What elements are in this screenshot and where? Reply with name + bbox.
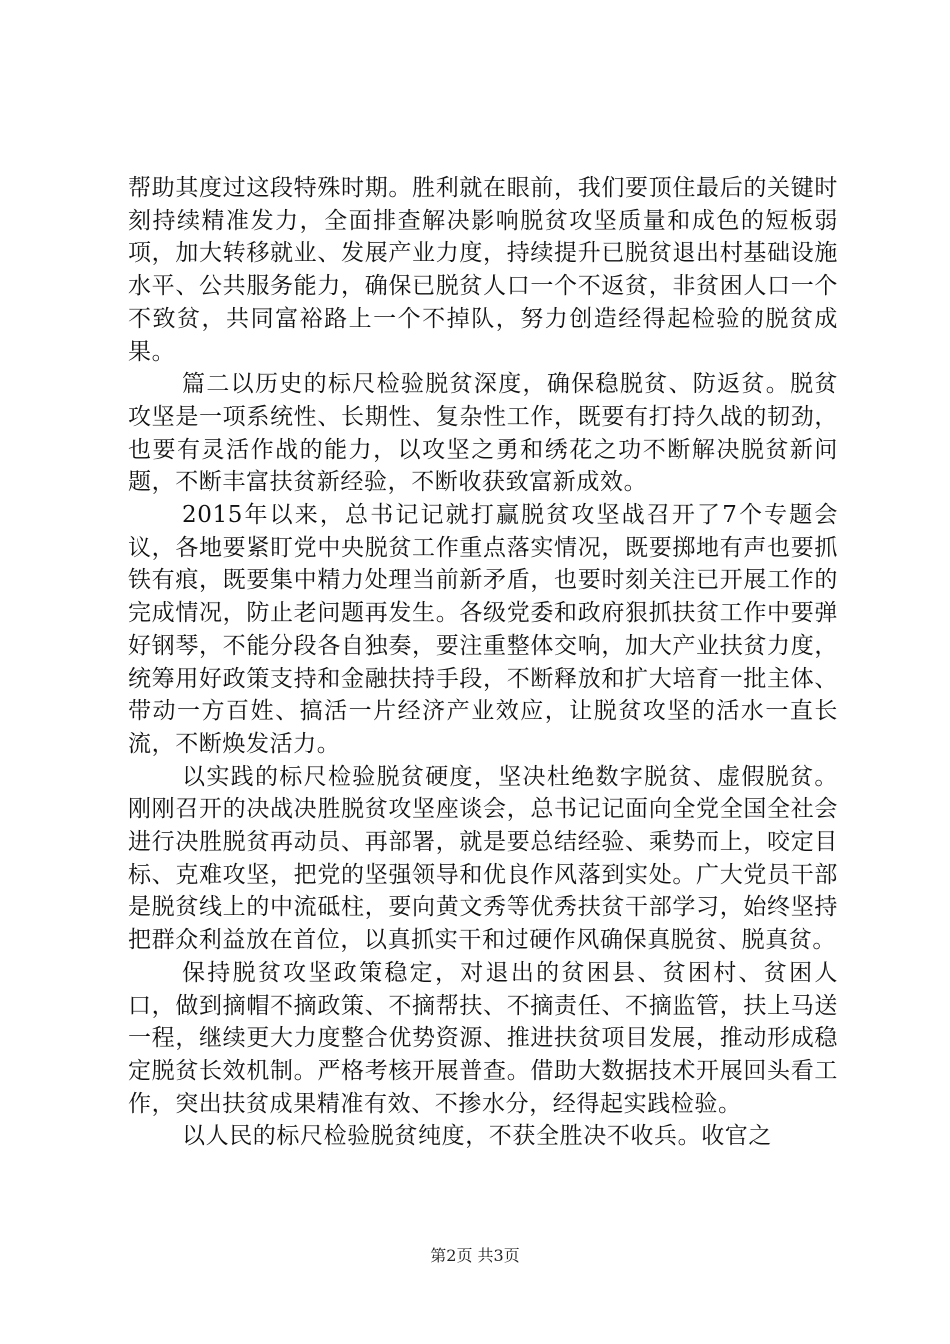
document-body <box>128 172 838 1153</box>
paragraph-5: 保持脱贫攻坚政策稳定，对退出的贫困县、贫困村、贫困人口，做到摘帽不摘政策、不摘帮扶、不摘责任、不摘监管，扶上马送一程，继续更大力度整合优势资源、推进扶贫项目发展，推动形成稳定脱贫长效机制。严格考核开展普查。借助大数据技术开展回头看工作，突出扶贫成果精准有效、不掺水分，经得起实践检验。 <box>128 959 838 1117</box>
page-number-footer: 第2页 共3页 <box>430 1246 520 1265</box>
paragraph-6: 以人民的标尺检验脱贫纯度，不获全胜决不收兵。收官之 <box>182 1123 772 1150</box>
paragraph-2: 篇二以历史的标尺检验脱贫深度，确保稳脱贫、防返贫。脱贫攻坚是一项系统性、长期性、复杂性工作，既要有打持久战的韧劲，也要有灵活作战的能力，以攻坚之勇和绣花之功不断解决脱贫新问题，不断丰富扶贫新经验，不断收获致富新成效。 <box>128 371 838 496</box>
paragraph-4: 以实践的标尺检验脱贫硬度，坚决杜绝数字脱贫、虚假脱贫。刚刚召开的决战决胜脱贫攻坚座谈会，总书记记面向全党全国全社会进行决胜脱贫再动员、再部署，就是要总结经验、乘势而上，咬定目标、克难攻坚，把党的坚强领导和优良作风落到实处。广大党员干部是脱贫线上的中流砥柱，要向黄文秀等优秀扶贫干部学习，始终坚持把群众利益放在首位，以真抓实干和过硬作风确保真脱贫、脱真贫。 <box>128 763 838 954</box>
paragraph-3: 2015年以来，总书记记就打赢脱贫攻坚战召开了7个专题会议，各地要紧盯党中央脱贫工作重点落实情况，既要掷地有声也要抓铁有痕，既要集中精力处理当前新矛盾，也要时刻关注已开展工作的完成情况，防止老问题再发生。各级党委和政府狠抓扶贫工作中要弹好钢琴，不能分段各自独奏，要注重整体交响，加大产业扶贫力度，统筹用好政策支持和金融扶持手段，不断释放和扩大培育一批主体、带动一方百姓、搞活一片经济产业效应，让脱贫攻坚的活水一直长流，不断焕发活力。 <box>128 502 838 757</box>
paragraph-1: 帮助其度过这段特殊时期。胜利就在眼前，我们要顶住最后的关键时刻持续精准发力，全面排查解决影响脱贫攻坚质量和成色的短板弱项，加大转移就业、发展产业力度，持续提升已脱贫退出村基础设施水平、公共服务能力，确保已脱贫人口一个不返贫，非贫困人口一个不致贫，共同富裕路上一个不掉队，努力创造经得起检验的脱贫成果。 <box>128 175 838 365</box>
